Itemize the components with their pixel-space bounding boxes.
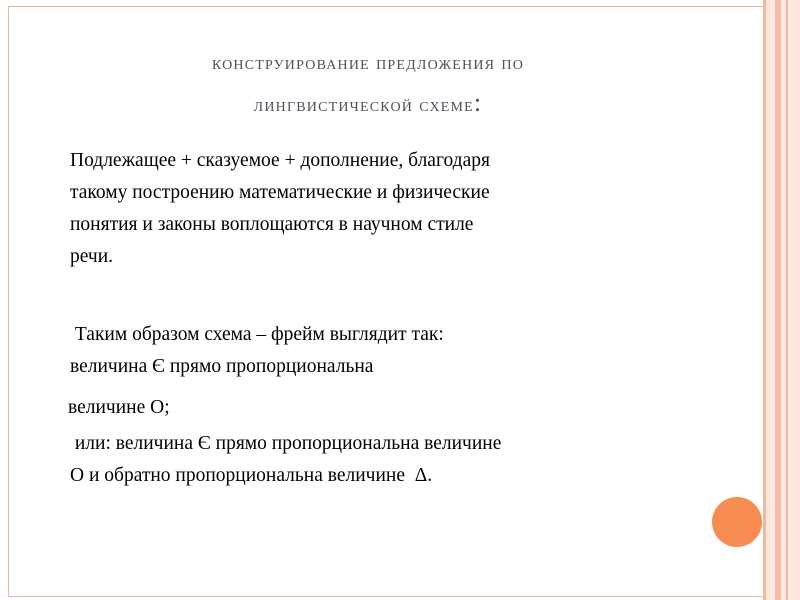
paragraph-1-line-3: понятия и законы воплощаются в научном стиле <box>70 214 474 235</box>
slide-title-line-2 <box>0 88 736 118</box>
slide-title-line-2-text: лингвистической схеме <box>253 94 474 116</box>
paragraph-3: величине О; <box>68 397 170 418</box>
right-decorative-line <box>763 0 766 600</box>
orange-circle-decoration <box>712 497 762 547</box>
paragraph-4-line-2: О и обратно пропорциональна величине Δ. <box>70 465 433 486</box>
paragraph-1-line-2: такому построению математические и физические <box>70 182 490 203</box>
slide-title-colon: : <box>473 88 483 117</box>
paragraph-4-line-1: или: величина Є прямо пропорциональна величине <box>70 433 502 454</box>
paragraph-2-line-2: величина Є прямо пропорциональна <box>70 356 374 377</box>
paragraph-1-line-1: Подлежащее + сказуемое + дополнение, благодаря <box>70 150 490 171</box>
right-decorative-line <box>775 0 781 600</box>
paragraph-2-line-1: Таким образом схема – фрейм выглядит так: <box>70 324 444 345</box>
paragraph-1-line-4: речи. <box>70 246 114 267</box>
right-decorative-band <box>763 0 800 600</box>
right-decorative-line <box>786 0 788 600</box>
slide-title-line-1: конструирование предложения по <box>211 52 525 74</box>
